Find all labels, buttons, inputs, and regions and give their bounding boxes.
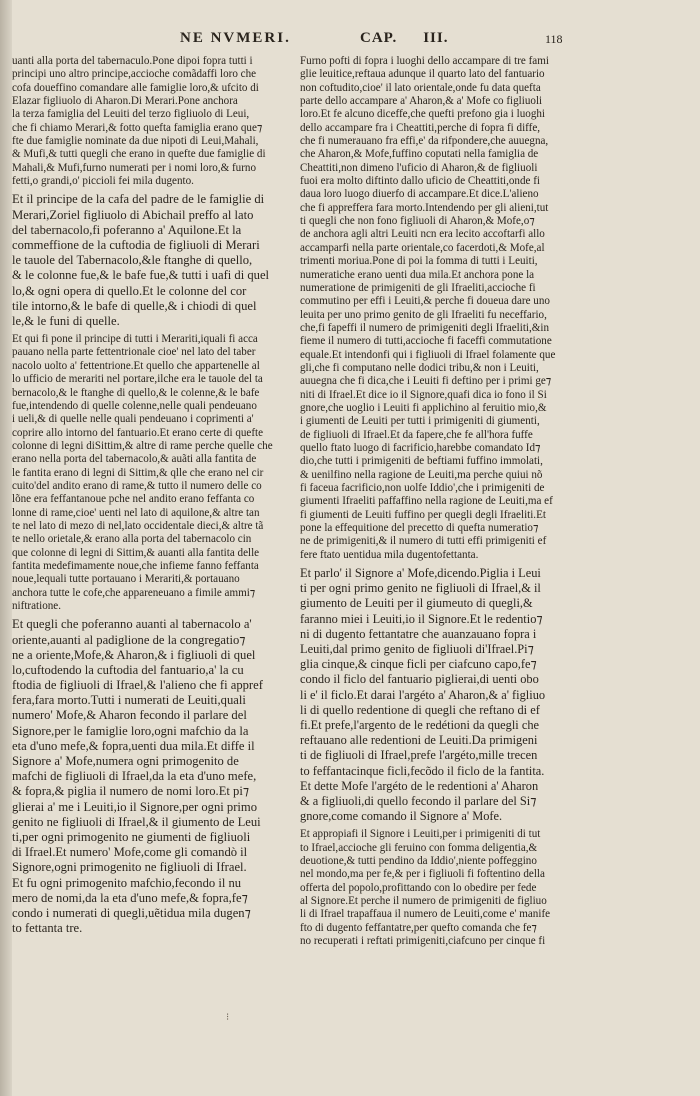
text-line: mero de nomi,da la eta d'uno mefe,& fopra,fe⁊	[12, 890, 248, 905]
text-line: cofa doueffino comandare alle famiglie loro,& ufcito di	[12, 81, 259, 94]
text-line: fuoi era molto diftinto dallo uficio de Cheattiti,onde fi	[300, 175, 540, 188]
text-line: Furno pofti di fopra i luoghi dello accampare di tre fami	[300, 55, 549, 67]
text-line: pone la effequitione del precetto di quefta numeratio⁊	[300, 522, 539, 535]
text-line: fto di dugento feffantatre,per quefto comanda che fe⁊	[300, 921, 537, 934]
text-line: lo ufficio de merariti nel portare,ilche era le tauole del ta	[12, 373, 263, 386]
folio-number: 118	[545, 32, 563, 46]
text-line: fieme il numero di tutti,accioche fi faceffi commutatione	[300, 335, 552, 348]
text-line: Et appropiafi il Signore i Leuiti,per i primigeniti di tut	[300, 828, 541, 841]
text-line: de anchora agli altri Leuiti ncn era lecito accoftarfi allo	[300, 228, 545, 241]
text-line: trimenti moriua.Pone di poi la fomma di tutti i Leuiti,	[300, 255, 538, 268]
text-line: niti di Ifrael.Et dice io il Signore,quafi dica io fono il Si	[300, 388, 547, 401]
running-head: NE NVMERI.	[180, 30, 291, 46]
text-line: cuito'del andito erano di rame,& tutto il numero delle co	[12, 479, 262, 492]
text-line: i giumenti de Leuiti per tutti i primigeniti di giumenti,	[300, 415, 540, 428]
text-line: ti de figliuoli di Ifrael,prefe l'argéto,mille trecen	[300, 748, 538, 763]
text-line: leuita per uno primo genito de gli Ifraeliti fu neceffario,	[300, 308, 547, 321]
text-line: Mahali,& Mufi,furno numerati per i nomi loro,& furno	[12, 161, 257, 174]
text-line: colonne di legni diSittim,& altre di rame perche quelle che	[12, 439, 273, 452]
text-line: li e' il ficlo.Et darai l'argéto a' Aharon,& a' figliuo	[300, 687, 546, 702]
text-line: & uenilfino nella ragione de Leuiti,ma perche quiui nõ	[300, 468, 543, 481]
text-line: numeratione de primigeniti de gli Ifraeliti,accioche fi	[300, 281, 536, 294]
text-line: tile intorno,& le bafe di quelle,& i chiodi di quel	[12, 298, 257, 313]
text-line: gnore,che uoglio i Leuiti fi applichino al feruitio mio,&	[300, 401, 547, 414]
text-line: Signore,per le famiglie loro,ogni mafchio da la	[12, 723, 249, 738]
text-line: Et parlo' il Signore a' Mofe,dicendo.Piglia i Leui	[300, 566, 541, 581]
text-line: la terza famiglia del Leuiti del terzo figliuolo di Leui,	[12, 108, 250, 121]
text-line: auuegna che fi dica,che i Leuiti fi deftino per i primi ge⁊	[300, 375, 552, 388]
text-line: deuotione,& tutti pendino da Iddio',niente poffeggino	[300, 854, 537, 867]
text-line: i ueli,& di quelle nelle quali pendeuano i coprimenti a'	[12, 413, 254, 426]
text-line: glie leuitice,reftaua adunque il quarto lato del fantuario	[300, 68, 545, 81]
text-line: fte due famiglie nominate da due nipoti di Leui,Mahali,	[12, 135, 259, 148]
text-line: dello accampare fra i Cheattiti,perche di fopra fi diffe,	[300, 121, 541, 134]
text-line: che,fi fapeffi il numero de primigeniti degli Ifraeliti,&in	[300, 321, 550, 334]
text-line: parte dello accampare a' Aharon,& a' Mofe co figliuoli	[300, 95, 543, 108]
text-line: Elazar figliuolo di Aharon.Di Merari.Pone anchora	[12, 95, 238, 108]
text-line: accamparfi nella parte orientale,co facerdoti,& Mofe,al	[300, 241, 545, 254]
text-line: quello ftato luogo di facrificio,harebbe comandato Id⁊	[300, 441, 541, 454]
text-line: nel mondo,ma per fe,& per i figliuoli fi foftentino della	[300, 868, 545, 881]
text-line: to fettanta tre.	[12, 921, 83, 936]
text-line: le tauole del Tabernacolo,&le ftanghe di quello,	[12, 253, 253, 268]
text-line: Signore a' Mofe,numera ogni primogenito de	[12, 754, 239, 769]
text-line: mafchi de figliuoli di Ifrael,da la eta d'uno mefe,	[12, 769, 257, 784]
text-line: condo i numerati di quegli,uẽtidua mila dugen⁊	[12, 905, 251, 920]
text-line: & fopra,& piglia il numero de nomi loro.Et pi⁊	[12, 784, 250, 799]
text-line: li di quello redentione di quegli che reftano di ef	[300, 702, 540, 717]
chapter-number: III.	[423, 30, 449, 46]
text-line: fetti,o grandi,o' piccioli fei mila dugento.	[12, 175, 194, 188]
text-line: Et fu ogni primogenito mafchio,fecondo il nu	[12, 875, 242, 890]
text-line: condo il ficlo del fantuario piglierai,di uenti obo	[300, 672, 539, 687]
text-line: ne a oriente,Mofe,& Aharon,& i figliuoli di quel	[12, 647, 256, 662]
text-line: offerta del popolo,profittando con lo obedire per fede	[300, 881, 537, 894]
text-line: gnore,come comando il Signore a' Mofe.	[300, 809, 503, 824]
text-line: coprire allo intorno del fantuario.Et erano certe di quefte	[12, 426, 264, 439]
text-line: Et il principe de la cafa del padre de le famiglie di	[12, 192, 265, 207]
text-line: che Aharon,& Mofe,fuffino coputati nella famiglia de	[300, 148, 539, 161]
text-line: niftratione.	[12, 600, 61, 612]
text-line: Merari,Zoriel figliuolo di Abichail preffo al lato	[12, 207, 254, 222]
text-line: bernacolo,& le ftanghe di quello,& le colenne,& le bafe	[12, 386, 260, 399]
text-line: giumenti Ifraeliti paffaffino nella ragione de Leuiti,ma ef	[300, 495, 553, 508]
text-line: fi giumenti de Leuiti fuffino per quegli degli Ifraeliti.Et	[300, 508, 546, 521]
chapter-label: CAP.	[360, 30, 398, 46]
text-line: faranno miei i Leuiti,io il Signore.Et le redentio⁊	[300, 611, 543, 626]
page-header	[0, 30, 700, 52]
right-text-column	[300, 55, 596, 948]
chapter-heading	[360, 30, 448, 47]
text-line: fera,fara morto.Tutti i numerati de Leuiti,quali	[12, 693, 246, 708]
text-line: to Ifrael,accioche gli feruino con fomma deligentia,&	[300, 841, 538, 854]
text-line: Signore,ogni primogenito ne figliuoli di Ifrael.	[12, 860, 247, 875]
text-line: glia cinque,& cinque ficli per ciafcuno capo,fe⁊	[300, 657, 537, 672]
text-line: ftodia de figliuoli di Ifrael,& l'alieno che fi appref	[12, 678, 263, 693]
text-line: lõne era feffantanoue pche nel andito erano feffanta co	[12, 493, 255, 506]
text-line: al Signore.Et perche il numero de primigeniti de figliuo	[300, 894, 547, 907]
text-line: ni di dugento fettantatre che auanzauano fopra i	[300, 626, 537, 641]
text-line: fi.Et prefe,l'argento de le redétioni da quegli che	[300, 717, 540, 732]
text-line: li di Ifrael trapaffaua il numero de Leuiti,come e' manife	[300, 908, 551, 921]
text-line: pauano nella parte fettentrionale cioe' nel lato del taber	[12, 346, 256, 359]
text-line: le fantita erano di legni di Sittim,& qlle che erano nel cir	[12, 466, 264, 479]
text-line: & Mufi,& tutti quegli che erano in quefte due famiglie di	[12, 148, 266, 161]
text-line: equale.Et intendonfi qui i figliuoli di Ifrael folamente que	[300, 348, 556, 361]
text-line: fere ftato uentidua mila dugentofettanta.	[300, 548, 479, 561]
text-line: to feffantacinque ficli,fecõdo il ficlo de la fantita.	[300, 763, 545, 778]
text-line: de figliuoli di Ifrael.Et da fapere,che fe all'hora fuffe	[300, 428, 533, 441]
text-line: Leuiti,dal primo genito de figliuoli di'Ifrael.Pi⁊	[300, 642, 534, 656]
text-line: ti quegli che non fono figliuoli di Aharon,& Mofe,o⁊	[300, 215, 535, 228]
text-line: fantita medefimamente noue,che infieme fanno feffanta	[12, 559, 259, 572]
text-line: lo,cuftodendo la cuftodia del fantuario,a' la cu	[12, 662, 244, 677]
text-line: erano nella porta del tabernacolo,& auãti alla fantita de	[12, 453, 257, 466]
text-line: ne de primigeniti,& il numero di tutti effi primigeniti ef	[300, 535, 547, 548]
text-line: commeffione de la cuftodia de figliuoli di Merari	[12, 238, 260, 252]
text-line: fue,intendendo di quelle colenne,nelle quali pendeuano	[12, 399, 257, 412]
text-line: te nello orietale,& erano alla porta del tabernacolo cin	[12, 533, 252, 546]
text-line: che fi numerauano fra effi,e' da rifpondere,che auuegna,	[300, 135, 549, 148]
left-text-column	[12, 55, 290, 936]
text-line: le,& le funi di quelle.	[12, 313, 120, 328]
text-line: del tabernacolo,fi poferanno a' Aquilone.Et la	[12, 222, 242, 237]
text-line: & le colonne fue,& le bafe fue,& tutti i uafi di quel	[12, 268, 270, 283]
text-line: principi uno altro principe,accioche comãdaffi loro che	[12, 68, 257, 81]
text-line: Et qui fi pone il principe di tutti i Merariti,iquali fi acca	[12, 333, 258, 346]
text-line: oriente,auanti al padiglione de la congregatio⁊	[12, 632, 246, 647]
text-line: gli,che fi computano nelle dodici tribu,& non i Leuiti,	[300, 361, 539, 374]
bottom-ornament: ⁝	[226, 1012, 230, 1023]
text-line: numero' Mofe,& Aharon fecondo il parlare del	[12, 708, 247, 723]
text-line: genito ne figliuoli di Ifrael,& il giumento de Leui	[12, 814, 261, 829]
page-gutter	[0, 0, 12, 1096]
text-line: que colonne di legni di Sittim,& auanti alla fantita delle	[12, 546, 260, 559]
text-line: lo,& ogni opera di quello.Et le colonne del cor	[12, 283, 247, 298]
text-line: eta d'uno mefe,& fopra,uenti dua mila.Et diffe il	[12, 738, 255, 753]
text-line: giumento de Leuiti per il giumeuto di quegli,&	[300, 596, 533, 611]
text-line: dio,che tutti i primigeniti de beftiami fuffino immolati,	[300, 455, 543, 468]
text-line: Cheattiti,non dimeno l'uficio di Aharon,& de figliuoli	[300, 161, 538, 174]
text-line: noue,lequali tutte portauano i Merariti,& portauano	[12, 573, 240, 586]
text-line: Et dette Mofe l'argéto de le redentioni a' Aharon	[300, 778, 539, 793]
text-line: commutino per effi i Leuiti,& perche fi doueua dare uno	[300, 295, 550, 308]
text-line: te nel lato di mezo di nel,lato occidentale dieci,& altre tã	[12, 519, 264, 532]
text-line: lonne di rame,cioe' uenti nel lato di aquilone,& altre tan	[12, 506, 260, 519]
text-line: non coftudito,cioe' il lato orientale,onde fu data quefta	[300, 81, 541, 94]
text-line: numeratiche erano uenti dua mila.Et anchora pone la	[300, 268, 535, 281]
text-line: di Ifrael.Et numero' Mofe,come gli comandò il	[12, 845, 248, 860]
text-line: no recuperati i reftati primigeniti,ciafcuno per cinque fi	[300, 935, 546, 947]
text-line: anchora tutte le cofe,che appareneuano a fimile ammi⁊	[12, 586, 256, 599]
text-line: ti,per ogni primogenito ne giumenti de figliuoli	[12, 829, 251, 844]
text-line: che fi appreffera fara morto.Intendendo per gli alieni,tut	[300, 201, 549, 214]
text-line: nacolo uolto a' fettentrione.Et quello che appartenelle al	[12, 359, 260, 372]
text-line: & a figliuoli,di quello fecondo il parlare del Si⁊	[300, 793, 537, 808]
text-line: fi faceua facrificio,non uolfe Iddio',che i primigeniti de	[300, 482, 545, 494]
text-line: glierai a' me i Leuiti,io il Signore,per ogni primo	[12, 799, 257, 814]
text-line: daua loro luogo diuerfo di accampare.Et dice.L'alieno	[300, 188, 539, 201]
text-line: uanti alla porta del tabernaculo.Pone dipoi fopra tutti i	[12, 55, 253, 67]
text-line: che fi chiamo Merari,& fotto quefta famiglia erano que⁊	[12, 121, 263, 134]
text-line: loro.Et fe alcuno diceffe,che quefti prefono gia i luoghi	[300, 108, 545, 121]
text-line: reftauano alle redentioni de Leuiti.Da primigeni	[300, 733, 538, 748]
text-line: ti per ogni primo genito ne figliuoli di Ifrael,& il	[300, 581, 541, 596]
text-line: Et quegli che poferanno auanti al tabernacolo a'	[12, 617, 252, 632]
